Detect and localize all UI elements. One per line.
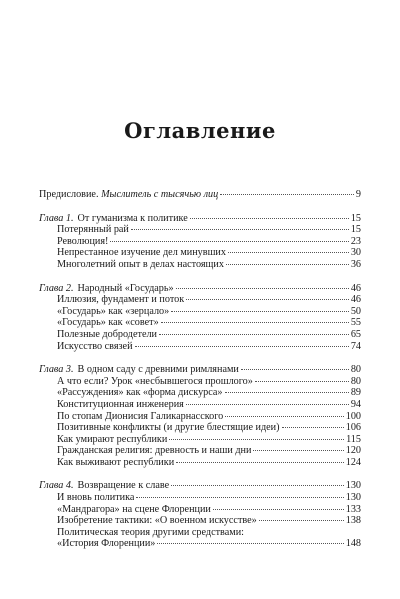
section-title: Позитивные конфликты (и другие блестящие идеи) bbox=[57, 422, 280, 434]
dot-leader bbox=[228, 252, 349, 253]
section-title: Конституционная инженерия bbox=[57, 398, 184, 410]
page-number: 80 bbox=[350, 375, 361, 387]
dot-leader bbox=[131, 229, 349, 230]
page-number: 55 bbox=[350, 317, 361, 329]
page-number: 148 bbox=[345, 538, 361, 550]
section-title: Как выживают республики bbox=[57, 456, 175, 468]
chapter-label: Глава 4. bbox=[39, 480, 74, 492]
page-number: 138 bbox=[345, 515, 361, 527]
toc-entry-section[interactable] bbox=[39, 387, 361, 399]
section-title: «История Флоренции» bbox=[57, 538, 156, 550]
toc-entry-section[interactable] bbox=[39, 422, 361, 434]
dot-leader bbox=[110, 241, 348, 242]
page-number: 130 bbox=[345, 480, 361, 492]
chapter-title: Возвращение к славе bbox=[77, 480, 170, 492]
dot-leader bbox=[225, 392, 349, 393]
section-title: Многолетний опыт в делах настоящих bbox=[57, 258, 224, 270]
toc-entry-section[interactable] bbox=[39, 399, 361, 411]
dot-leader bbox=[213, 509, 344, 510]
section-title: Революция! bbox=[57, 235, 109, 247]
page-number: 46 bbox=[350, 282, 361, 294]
toc-entry-section[interactable] bbox=[39, 504, 361, 516]
toc-entry-section[interactable] bbox=[39, 515, 361, 527]
page-number: 130 bbox=[345, 492, 361, 504]
toc-entry-section[interactable] bbox=[39, 434, 361, 446]
dot-leader bbox=[186, 404, 349, 405]
page-number: 74 bbox=[350, 340, 361, 352]
dot-leader bbox=[157, 543, 343, 544]
page-number: 15 bbox=[350, 212, 361, 224]
chapter-title: От гуманизма к политике bbox=[77, 212, 188, 224]
dot-leader bbox=[176, 288, 349, 289]
page-number: 46 bbox=[350, 294, 361, 306]
preface-subtitle: Мыслитель с тысячью лиц bbox=[101, 189, 219, 200]
toc-entry-section[interactable] bbox=[39, 492, 361, 504]
chapter-label: Глава 3. bbox=[39, 364, 74, 376]
section-title: Потерянный рай bbox=[57, 224, 129, 236]
dot-leader bbox=[136, 497, 343, 498]
section-title: Изобретение тактики: «О военном искусстве» bbox=[57, 515, 257, 527]
page-number: 9 bbox=[355, 189, 361, 200]
page-number: 65 bbox=[350, 328, 361, 340]
toc-entry-chapter[interactable] bbox=[39, 283, 361, 295]
preface-label: Предисловие. bbox=[39, 189, 99, 200]
toc-entry-section[interactable] bbox=[39, 329, 361, 341]
toc-entry-section[interactable] bbox=[39, 376, 361, 388]
page-number: 115 bbox=[346, 433, 361, 445]
page-number: 89 bbox=[350, 387, 361, 399]
chapter-label: Глава 2. bbox=[39, 282, 74, 294]
page-number: 120 bbox=[345, 445, 361, 457]
section-title: Гражданская религия: древность и наши дни bbox=[57, 445, 252, 457]
dot-leader bbox=[259, 520, 344, 521]
dot-leader bbox=[282, 427, 344, 428]
toc-entry-section[interactable] bbox=[39, 247, 361, 259]
page-number: 124 bbox=[345, 456, 361, 468]
page-number: 100 bbox=[345, 410, 361, 422]
chapter-spacer bbox=[39, 271, 361, 283]
chapter-title: Народный «Государь» bbox=[77, 282, 174, 294]
toc-entry-chapter[interactable] bbox=[39, 480, 361, 492]
table-of-contents bbox=[39, 189, 361, 550]
page-number: 30 bbox=[350, 247, 361, 259]
toc-entry-section[interactable] bbox=[39, 527, 361, 539]
chapter-spacer bbox=[39, 468, 361, 480]
page-number: 15 bbox=[350, 224, 361, 236]
page-number: 94 bbox=[350, 398, 361, 410]
dot-leader bbox=[171, 485, 344, 486]
section-title: И вновь политика bbox=[57, 492, 135, 504]
page-number: 133 bbox=[345, 503, 361, 515]
section-title: Иллюзия, фундамент и поток bbox=[57, 294, 185, 306]
dot-leader bbox=[220, 194, 354, 195]
dot-leader bbox=[135, 346, 349, 347]
toc-entry-preface[interactable] bbox=[39, 189, 361, 201]
toc-entry-section[interactable] bbox=[39, 224, 361, 236]
chapter-title: В одном саду с древними римлянами bbox=[77, 364, 239, 376]
dot-leader bbox=[225, 416, 343, 417]
dot-leader bbox=[253, 450, 343, 451]
section-title: «Мандрагора» на сцене Флоренции bbox=[57, 503, 211, 515]
toc-entry-section[interactable] bbox=[39, 317, 361, 329]
section-title: Как умирают республики bbox=[57, 433, 168, 445]
toc-entry-section[interactable] bbox=[39, 306, 361, 318]
section-title: По стопам Дионисия Галикарнасского bbox=[57, 410, 224, 422]
toc-entry-section[interactable] bbox=[39, 259, 361, 271]
section-title: Непрестанное изучение дел минувших bbox=[57, 247, 226, 259]
dot-leader bbox=[241, 369, 349, 370]
toc-entry-section[interactable] bbox=[39, 445, 361, 457]
page-number: 36 bbox=[350, 258, 361, 270]
dot-leader bbox=[161, 322, 349, 323]
chapter-label: Глава 1. bbox=[39, 212, 74, 224]
page-number: 80 bbox=[350, 364, 361, 376]
dot-leader bbox=[190, 218, 349, 219]
toc-entry-section[interactable] bbox=[39, 457, 361, 469]
chapter-spacer bbox=[39, 201, 361, 213]
section-title: Политическая теория другими средствами: bbox=[57, 526, 244, 538]
page-title: Оглавление bbox=[124, 118, 276, 143]
page-number: 50 bbox=[350, 305, 361, 317]
section-title: «Государь» как «совет» bbox=[57, 317, 159, 329]
chapter-spacer bbox=[39, 352, 361, 364]
section-title: Искусство связей bbox=[57, 340, 133, 352]
toc-entry-section[interactable] bbox=[39, 411, 361, 423]
toc-entry-chapter[interactable] bbox=[39, 213, 361, 225]
dot-leader bbox=[226, 264, 349, 265]
dot-leader bbox=[171, 311, 349, 312]
section-title: «Рассуждения» как «форма дискурса» bbox=[57, 387, 223, 399]
dot-leader bbox=[159, 334, 349, 335]
section-title: Полезные добродетели bbox=[57, 328, 158, 340]
toc-entry-section[interactable] bbox=[39, 294, 361, 306]
toc-entry-section[interactable] bbox=[39, 341, 361, 353]
toc-entry-section[interactable] bbox=[39, 538, 361, 550]
section-title: А что если? Урок «несбывшегося прошлого» bbox=[57, 375, 253, 387]
page-number: 23 bbox=[350, 235, 361, 247]
toc-entry-section[interactable] bbox=[39, 236, 361, 248]
dot-leader bbox=[186, 299, 349, 300]
toc-entry-chapter[interactable] bbox=[39, 364, 361, 376]
dot-leader bbox=[176, 462, 344, 463]
page-number: 106 bbox=[345, 422, 361, 434]
section-title: «Государь» как «зерцало» bbox=[57, 305, 170, 317]
dot-leader bbox=[169, 439, 344, 440]
dot-leader bbox=[255, 381, 349, 382]
